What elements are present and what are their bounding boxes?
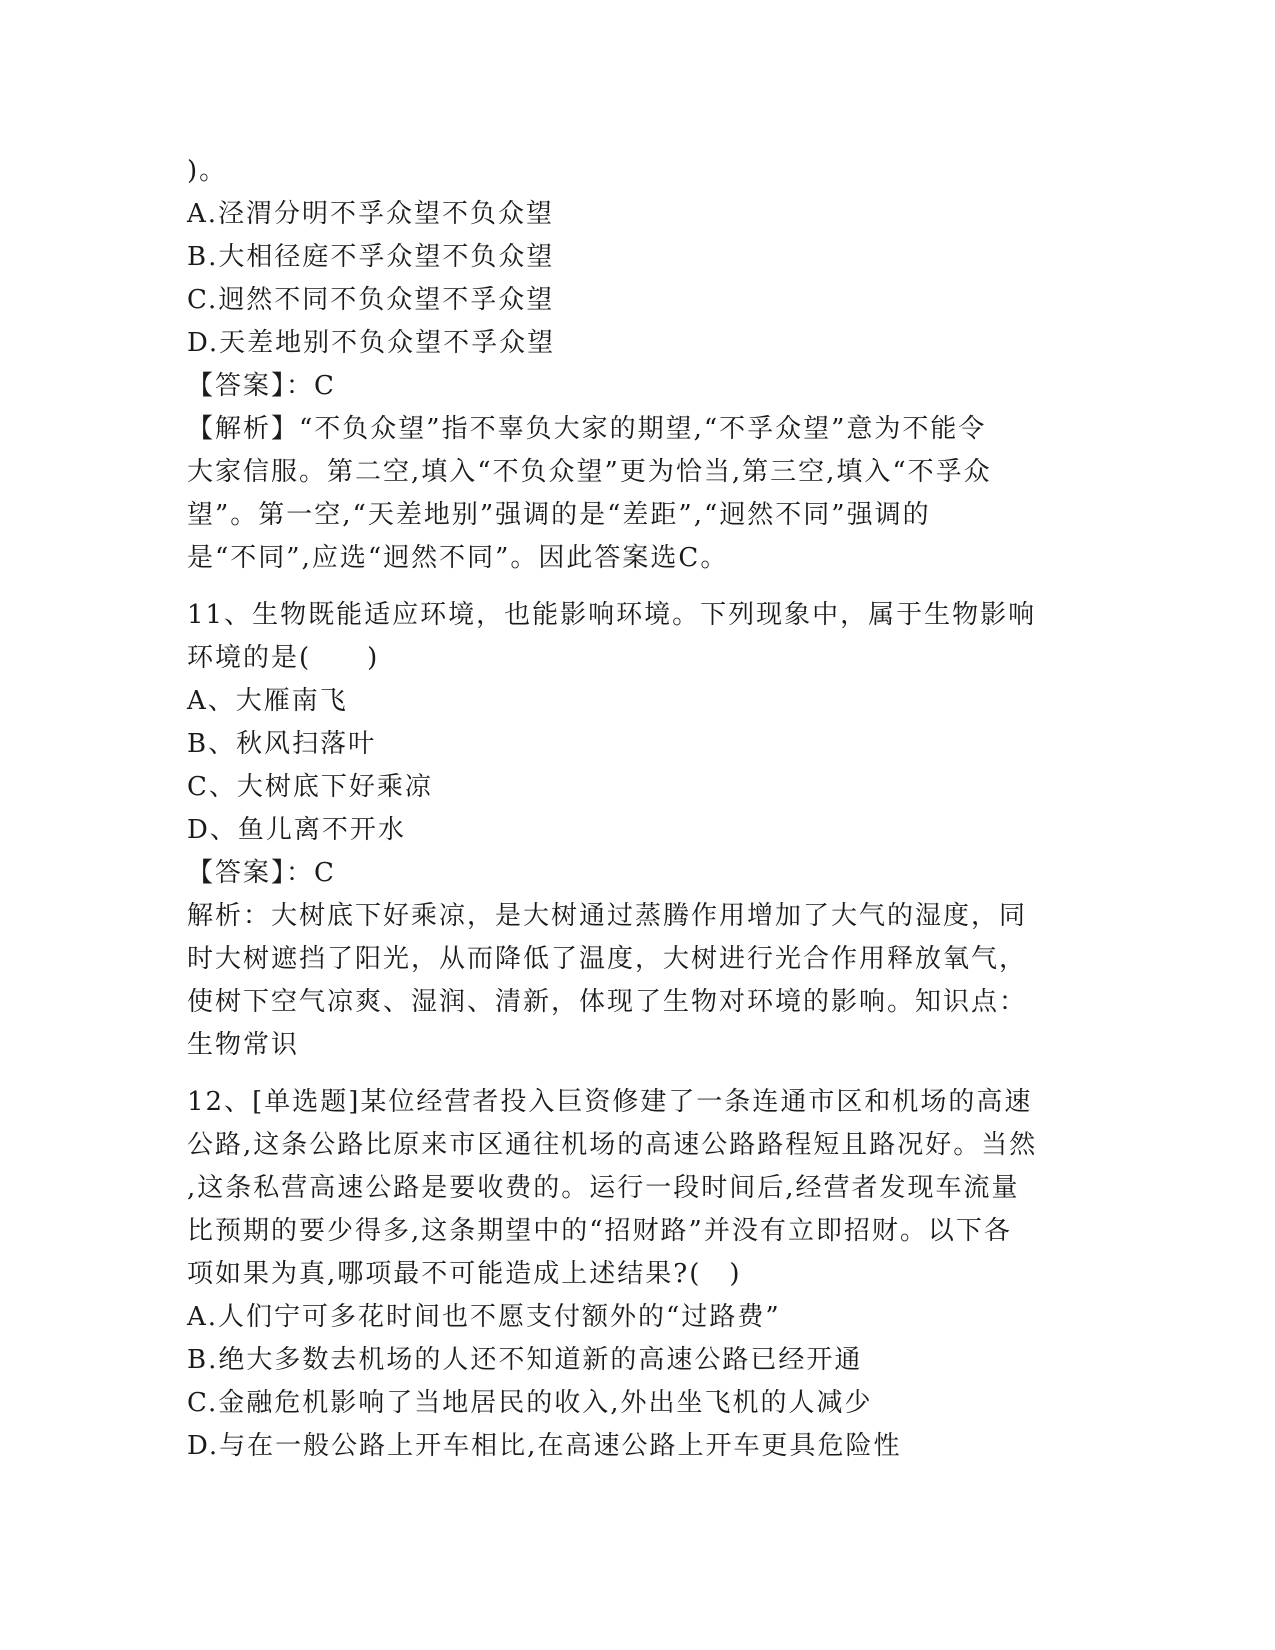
analysis-line: 【解析】“不负众望”指不辜负大家的期望,“不孚众望”意为不能令 — [187, 414, 987, 444]
option-c: C、大树底下好乘凉 — [187, 772, 433, 802]
option-b: B.绝大多数去机场的人还不知道新的高速公路已经开通 — [187, 1345, 863, 1375]
analysis-line: 时大树遮挡了阳光，从而降低了温度，大树进行光合作用释放氧气， — [187, 944, 1028, 974]
spacer — [187, 1067, 1087, 1081]
option-d: D、鱼儿离不开水 — [187, 815, 406, 845]
question-stem-line: 12、[单选题]某位经营者投入巨资修建了一条连通市区和机场的高速 — [187, 1087, 1033, 1117]
question-stem-tail: )。 — [187, 156, 228, 186]
question-stem-line: 项如果为真,哪项最不可能造成上述结果?( ) — [187, 1259, 742, 1289]
question-11 — [187, 594, 1087, 1067]
option-a: A.泾渭分明不孚众望不负众望 — [187, 199, 555, 229]
document-content — [187, 150, 1087, 1468]
question-stem-line: ,这条私营高速公路是要收费的。运行一段时间后,经营者发现车流量 — [187, 1173, 1020, 1203]
question-12 — [187, 1081, 1087, 1468]
spacer — [187, 580, 1087, 594]
analysis-line: 生物常识 — [187, 1030, 300, 1060]
option-c: C.金融危机影响了当地居民的收入,外出坐飞机的人减少 — [187, 1388, 873, 1418]
option-b: B、秋风扫落叶 — [187, 729, 377, 759]
question-stem-line: 环境的是( ) — [187, 643, 380, 673]
analysis-line: 解析：大树底下好乘凉，是大树通过蒸腾作用增加了大气的湿度，同 — [187, 901, 1028, 931]
option-d: D.天差地别不负众望不孚众望 — [187, 328, 556, 358]
option-b: B.大相径庭不孚众望不负众望 — [187, 242, 555, 272]
analysis-line: 是“不同”,应选“迥然不同”。因此答案选C。 — [187, 543, 729, 573]
question-stem-line: 公路,这条公路比原来市区通往机场的高速公路路程短且路况好。当然 — [187, 1130, 1038, 1160]
answer: 【答案】：C — [187, 371, 336, 401]
analysis-line: 大家信服。第二空,填入“不负众望”更为恰当,第三空,填入“不孚众 — [187, 457, 992, 487]
analysis-line: 使树下空气凉爽、湿润、清新，体现了生物对环境的影响。知识点： — [187, 987, 1028, 1017]
analysis-line: 望”。第一空,“天差地别”强调的是“差距”,“迥然不同”强调的 — [187, 500, 931, 530]
option-a: A、大雁南飞 — [187, 686, 348, 716]
option-d: D.与在一般公路上开车相比,在高速公路上开车更具危险性 — [187, 1431, 902, 1461]
question-stem-line: 比预期的要少得多,这条期望中的“招财路”并没有立即招财。以下各 — [187, 1216, 1012, 1246]
answer: 【答案】：C — [187, 858, 336, 888]
question-stem-line: 11、生物既能适应环境，也能影响环境。下列现象中，属于生物影响 — [187, 600, 1037, 630]
option-a: A.人们宁可多花时间也不愿支付额外的“过路费” — [187, 1302, 781, 1332]
option-c: C.迥然不同不负众望不孚众望 — [187, 285, 555, 315]
question-10 — [187, 150, 1087, 580]
